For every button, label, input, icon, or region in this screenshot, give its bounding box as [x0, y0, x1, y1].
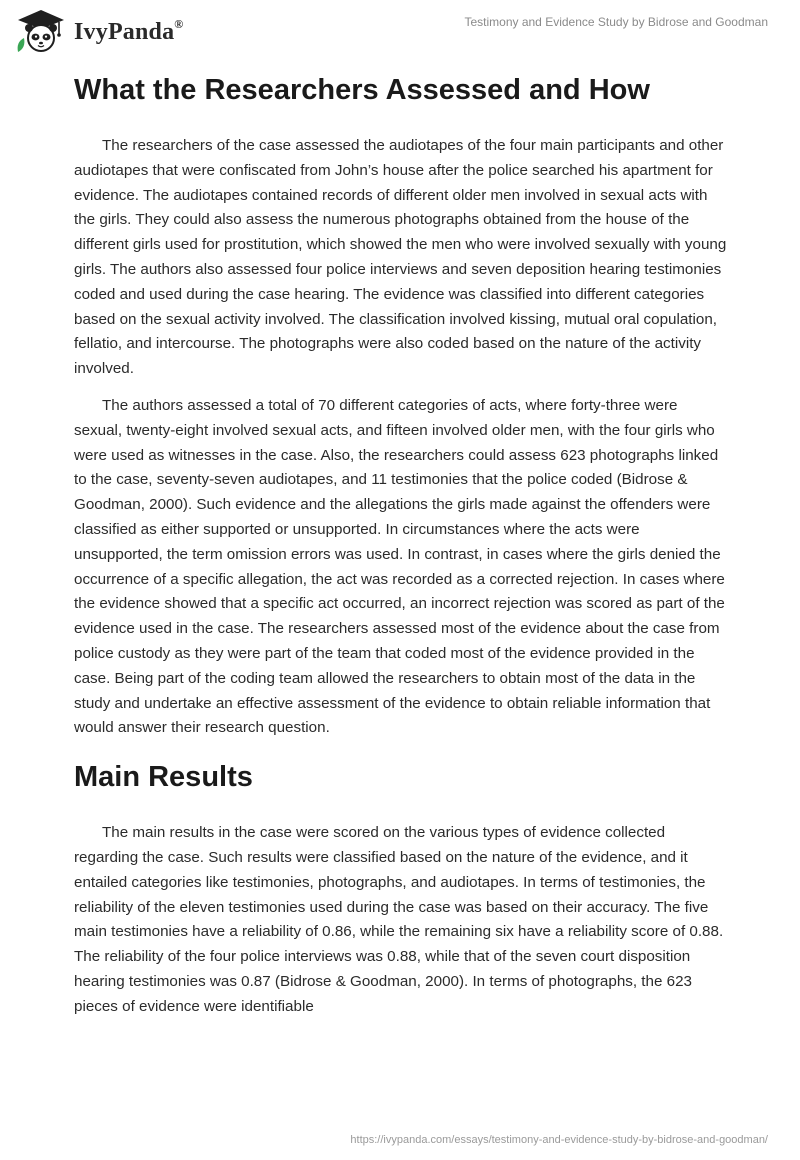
section-heading-results: Main Results	[74, 761, 253, 794]
brand-name: IvyPanda®	[74, 16, 184, 45]
article-body	[74, 70, 728, 1032]
paragraph: The authors assessed a total of 70 different categories of acts, where forty-three were sexual, twenty-eight involved sexual acts, and fifteen involved older men, with the four girls who were used as witnesses in the case. Also, the researchers could assess 623 photographs linked to the case, seventy-seven audiotapes, and 11 testimonies that the police coded (Bidrose & Goodman, 2000). Such evidence and the allegations the girls made against the offenders were classified as either supported or unsupported. In circumstances where the acts were unsupported, the term omission errors was used. In contrast, in cases where the girls denied the occurrence of a specific allegation, the act was recorded as a corrected rejection. In cases where the evidence showed that a specific act occurred, an incorrect rejection was scored as part of the evidence used in the case. The researchers assessed most of the evidence about the case from police custody as they were part of the team that coded most of the evidence provided in the case. Being part of the coding team allowed the researchers to obtain most of the data in the study and undertake an effective assessment of the evidence to obtain reliable information that would answer their research question.	[74, 396, 725, 737]
panda-graduate-icon	[12, 8, 70, 56]
page-header	[0, 0, 800, 64]
brand-logo[interactable]	[12, 8, 183, 56]
registered-mark: ®	[174, 16, 184, 31]
paragraph: The researchers of the case assessed the audiotapes of the four main participants and other audiotapes that were confiscated from John’s house after the police searched his apartment for evidence. The audiotapes contained records of different older men involved in sexual acts with the girls. They could also assess the numerous photographs obtained from the house of the different girls used for prostitution, which showed the men who were involved sexually with young girls. The authors also assessed four police interviews and seven deposition hearing testimonies coded and used during the case hearing. The evidence was classified into different categories based on the sexual activity involved. The classification involved kissing, mutual oral copulation, fellatio, and intercourse. The photographs were also coded based on the nature of the activity involved.	[74, 137, 727, 378]
paragraph: The main results in the case were scored on the various types of evidence collected regarding the case. Such results were classified based on the nature of the evidence, and it entailed categories like testimonies, photographs, and audiotapes. In terms of testimonies, the reliability of the eleven testimonies used during the case was based on their accuracy. The five main testimonies have a reliability of 0.86, while the remaining six have a reliability score of 0.88. The reliability of the four police interviews was 0.88, while that of the seven court disposition hearing testimonies was 0.87 (Bidrose & Goodman, 2000). In terms of photographs, the 623 pieces of evidence were identifiable	[74, 824, 724, 1015]
section-heading-assessment: What the Researchers Assessed and How	[74, 74, 650, 106]
document-title: Testimony and Evidence Study by Bidrose and Goodman	[464, 15, 768, 29]
source-url[interactable]: https://ivypanda.com/essays/testimony-and-evidence-study-by-bidrose-and-goodman/	[350, 1134, 768, 1146]
